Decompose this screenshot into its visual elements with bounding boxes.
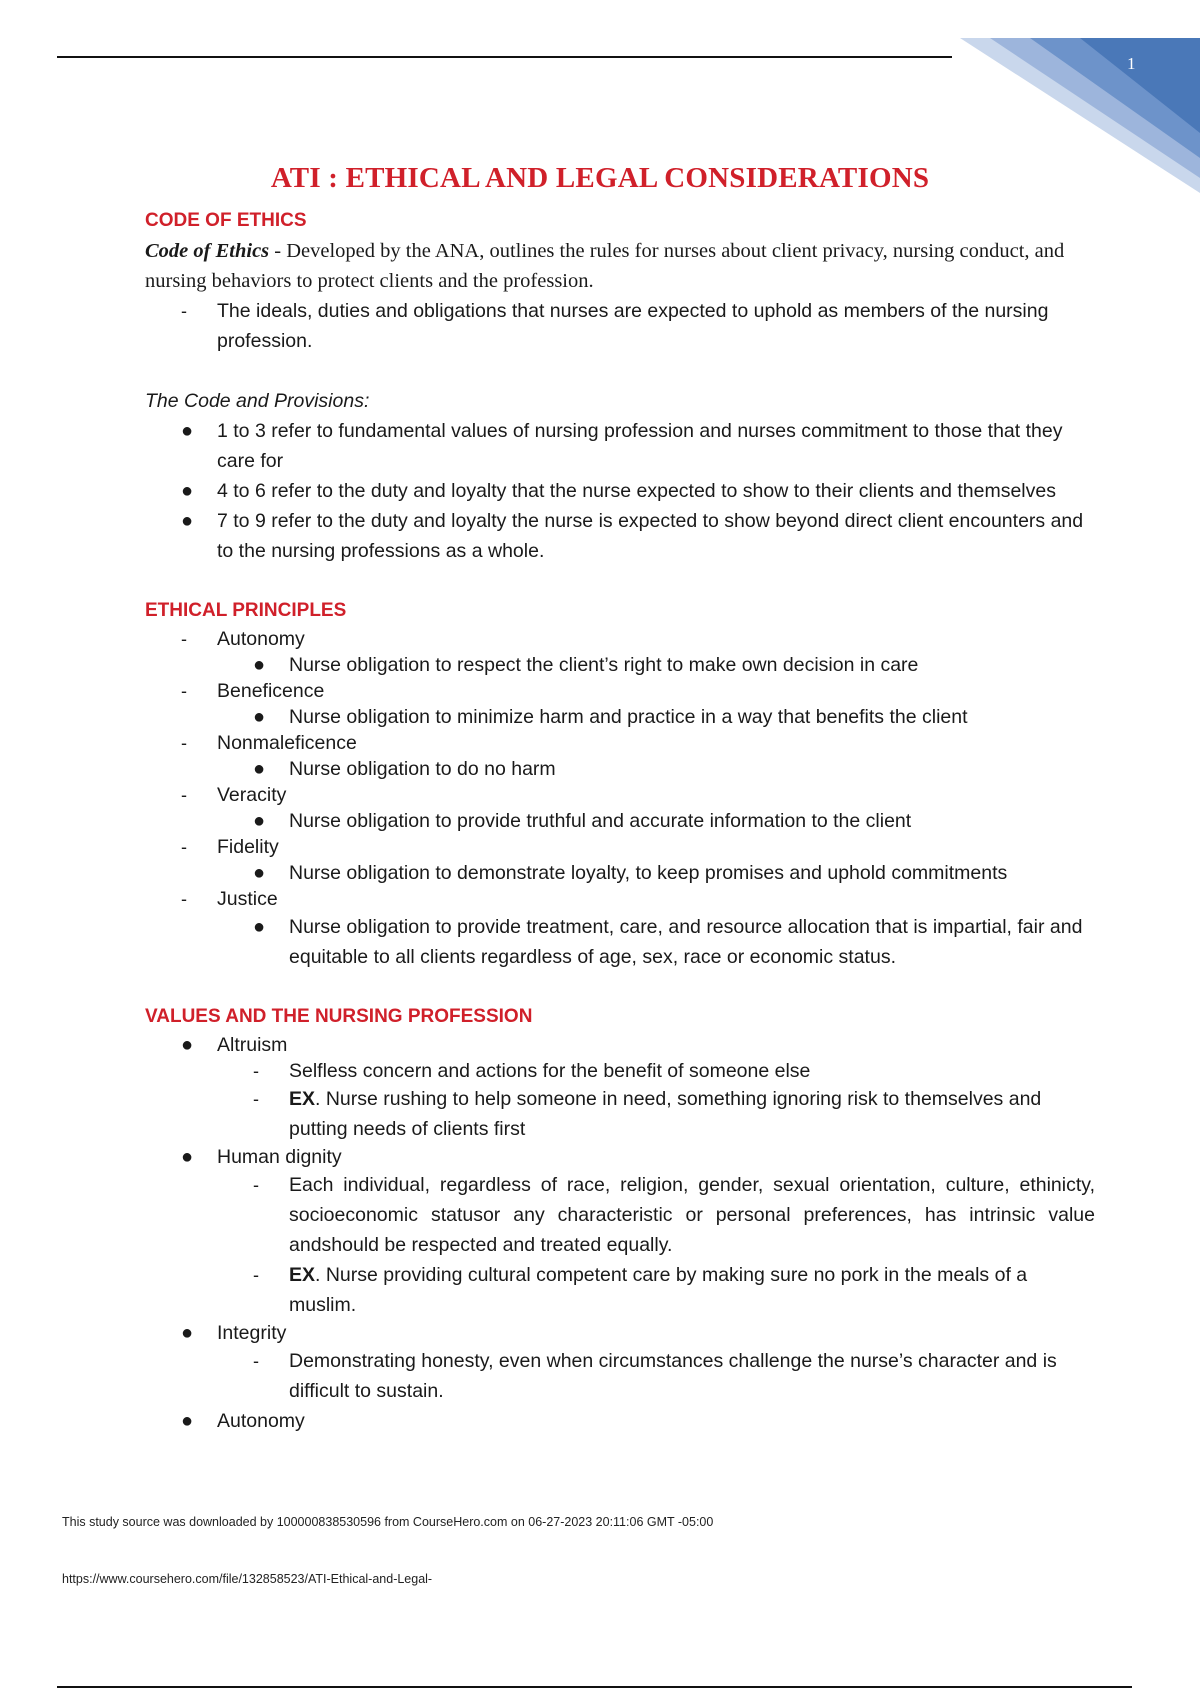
principle-name: Nonmaleficence [217, 732, 357, 754]
principle-fidelity [145, 834, 1095, 860]
value-altruism [145, 1032, 1095, 1058]
principle-beneficence [145, 678, 1095, 704]
dash-marker: - [253, 1351, 259, 1371]
footer-rule [57, 1686, 1132, 1688]
provision-1-3: 1 to 3 refer to fundamental values of nursing profession and nurses commitment to those that they care for [217, 420, 1063, 472]
principle-detail [145, 756, 1095, 782]
value-definition-text: Each individual, regardless of race, religion, gender, sexual orientation, culture, ethinicty, socioeconomic statusor any characteristic or personal preferences, has intrinsic value andshould be respected and treated equally. [289, 1174, 1095, 1256]
value-name: Integrity [217, 1322, 287, 1344]
principle-name: Autonomy [217, 628, 305, 650]
dash-marker: - [253, 1175, 259, 1195]
value-integrity [145, 1320, 1095, 1346]
value-name: Altruism [217, 1034, 288, 1056]
value-human-dignity [145, 1144, 1095, 1170]
principle-name: Beneficence [217, 680, 325, 702]
principle-nonmaleficence [145, 730, 1095, 756]
dash-marker: - [181, 629, 187, 649]
ex-label: EX [289, 1264, 316, 1286]
value-name: Human dignity [217, 1146, 342, 1168]
principle-detail-text: Nurse obligation to do no harm [289, 758, 556, 780]
dash-marker: - [181, 889, 187, 909]
list-item [145, 296, 1095, 356]
principle-detail-text: Nurse obligation to provide truthful and accurate information to the client [289, 810, 912, 832]
code-of-ethics-ideals: The ideals, duties and obligations that nurses are expected to uphold as members of the nursing profession. [217, 300, 1049, 352]
bullet-marker: ● [253, 706, 266, 728]
dash-marker: - [181, 837, 187, 857]
provision-4-6: 4 to 6 refer to the duty and loyalty that the nurse expected to show to their clients and themselves [217, 480, 1056, 502]
principle-justice [145, 886, 1095, 912]
bullet-marker: ● [253, 916, 266, 938]
bullet-marker: ● [181, 1146, 194, 1168]
principle-detail [145, 652, 1095, 678]
value-example [145, 1260, 1095, 1320]
principle-detail [145, 912, 1095, 972]
dash-marker: - [181, 681, 187, 701]
dash-marker: - [181, 301, 187, 321]
principle-detail [145, 704, 1095, 730]
principle-name: Veracity [217, 784, 287, 806]
principle-detail [145, 808, 1095, 834]
code-of-ethics-definition-text: - Developed by the ANA, outlines the rules for nurses about client privacy, nursing conduct, and nursing behaviors to protect clients and the profession. [145, 240, 1065, 292]
section-heading-code-of-ethics: CODE OF ETHICS [145, 210, 307, 231]
bullet-marker: ● [253, 654, 266, 676]
code-of-ethics-definition [145, 236, 1095, 296]
dash-marker: - [253, 1061, 259, 1081]
header-rule [57, 56, 952, 58]
bullet-marker: ● [181, 1410, 194, 1432]
section-heading-ethical-principles: ETHICAL PRINCIPLES [145, 600, 347, 621]
value-autonomy [145, 1406, 1095, 1436]
ex-label: EX [289, 1088, 316, 1110]
bullet-marker: ● [181, 1034, 194, 1056]
bullet-marker: ● [253, 810, 266, 832]
dash-marker: - [253, 1265, 259, 1285]
value-example-text: . Nurse rushing to help someone in need, something ignoring risk to themselves and putting needs of clients first [289, 1088, 1042, 1140]
source-url[interactable]: https://www.coursehero.com/file/132858523/ATI-Ethical-and-Legal- [62, 1572, 433, 1586]
principle-detail-text: Nurse obligation to provide treatment, care, and resource allocation that is impartial, fair and equitable to all clients regardless of age, sex, race or economic status. [289, 916, 1083, 968]
page-number: 1 [1127, 54, 1136, 73]
principle-autonomy [145, 626, 1095, 652]
value-definition-text: Selfless concern and actions for the benefit of someone else [289, 1060, 811, 1082]
bullet-marker: ● [181, 510, 194, 532]
value-example [145, 1084, 1095, 1144]
source-note: This study source was downloaded by 100000838530596 from CourseHero.com on 06-27-2023 20:11:06 GMT -05:00 [62, 1515, 714, 1529]
value-example-text: . Nurse providing cultural competent care by making sure no pork in the meals of a muslim. [289, 1264, 1028, 1316]
document-title: ATI : ETHICAL AND LEGAL CONSIDERATIONS [270, 162, 930, 194]
principle-detail [145, 860, 1095, 886]
list-item [145, 478, 1095, 504]
principle-name: Justice [217, 888, 278, 910]
principle-detail-text: Nurse obligation to minimize harm and practice in a way that benefits the client [289, 706, 968, 728]
list-item [145, 506, 1095, 566]
dash-marker: - [181, 733, 187, 753]
principle-detail-text: Nurse obligation to respect the client’s right to make own decision in care [289, 654, 919, 676]
principle-detail-text: Nurse obligation to demonstrate loyalty, to keep promises and uphold commitments [289, 862, 1008, 884]
bullet-marker: ● [253, 862, 266, 884]
dash-marker: - [181, 785, 187, 805]
principle-name: Fidelity [217, 836, 279, 858]
bullet-marker: ● [181, 1322, 194, 1344]
list-item [145, 416, 1095, 476]
provisions-label: The Code and Provisions: [145, 390, 370, 412]
value-name: Autonomy [217, 1410, 305, 1432]
bullet-marker: ● [181, 480, 194, 502]
provision-7-9: 7 to 9 refer to the duty and loyalty the nurse is expected to show beyond direct client encounters and to the nursing professions as a whole. [217, 510, 1084, 562]
code-of-ethics-term: Code of Ethics [145, 240, 270, 262]
value-definition [145, 1170, 1095, 1260]
document-body [145, 206, 1095, 1436]
dash-marker: - [253, 1089, 259, 1109]
section-heading-values: VALUES AND THE NURSING PROFESSION [145, 1006, 533, 1027]
value-definition [145, 1346, 1095, 1406]
bullet-marker: ● [181, 420, 194, 442]
bullet-marker: ● [253, 758, 266, 780]
value-definition [145, 1058, 1095, 1084]
principle-veracity [145, 782, 1095, 808]
value-definition-text: Demonstrating honesty, even when circumstances challenge the nurse’s character and is difficult to sustain. [289, 1350, 1057, 1402]
